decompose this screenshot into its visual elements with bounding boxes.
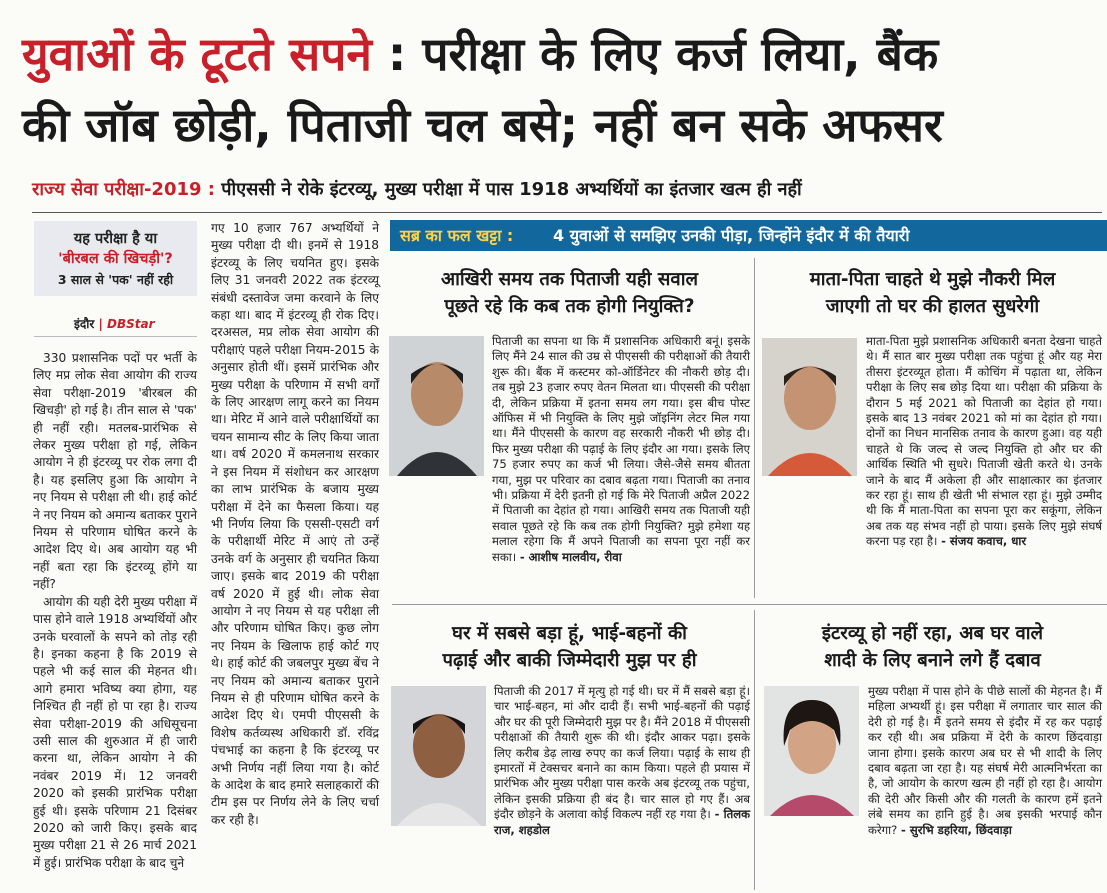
headline-line2: की जॉब छोड़ी, पिताजी चल बसे; नहीं बन सके अफसर: [22, 98, 943, 152]
story2-title-line2: जाएगी तो घर की हालत सुधरेगी: [825, 296, 1040, 317]
dateline-brand: DBStar: [107, 317, 155, 331]
kicker-line1: [34, 229, 197, 269]
story2-body-wrap: [866, 334, 1102, 550]
story3-signature: - तिलक राज, शहडोल: [494, 807, 750, 837]
person-photo-icon: [389, 336, 484, 476]
dateline-rule: [34, 336, 197, 337]
subheadline-red: राज्य सेवा परीक्षा-2019 :: [32, 179, 215, 200]
stories-banner: [390, 220, 1107, 251]
story2-body: माता-पिता मुझे प्रशासनिक अधिकारी बनता देखना चाहते थे। मैं सात बार मुख्य परीक्षा तक पहुंचा हूं और यह मेरा तीसरा इंटरव्यूत होता। मैं कोचिंग में पढ़ाता था, लेकिन परीक्षा के लिए सब छोड़ दिया था। परीक्षा की प्रक्रिया के दौरान 5 मई 2021 को पिताजी का देहांत हो गया। इसके बाद 13 नवंबर 2021 को मां का देहांत हो गया। दोनों का निधन मानसिक तनाव के कारण हुआ। वह यही चाहते थे कि जल्द से जल्द नियुक्ति हो और घर की आर्थिक स्थिति भी सुधरे। पिताजी खेती करते थे। उनके जाने के बाद मैं अकेला ही और साक्षात्कार का इंतजार कर रहा हूं। साथ ही खेती भी संभाल रहा हूं। मुझे उम्मीद थी कि मैं माता-पिता का सपना पूरा कर सकूंगा, लेकिन अब तक यह संभव नहीं हो पाया। इसके लिए मुझे संघर्ष करना पड़ रहा है।: [866, 334, 1102, 549]
kicker-line1a: यह परीक्षा है या: [73, 231, 158, 247]
left-kicker-box: [34, 221, 197, 296]
story4-photo: [764, 686, 859, 816]
main-col1-para2: आयोग की यही देरी मुख्य परीक्षा में पास होने वाले 1918 अभ्यर्थियों और उनके घरवालों के सपने को तोड़ रही है। इनका कहना है कि 2019 से पहले भी कई साल की मेहनत थी। आगे हमारा भविष्य क्या होगा, यह निश्चित ही नहीं हो पा रहा है। राज्य सेवा परीक्षा-2019 की अधिसूचना उसी साल की शुरुआत में ही जारी करना था, लेकिन आयोग ने की नवंबर 2019 में। 12 जनवरी 2020 को इसकी प्रारंभिक परीक्षा हुई थी। इसके परिणाम 21 दिसंबर 2020 को जारी किए। इसके बाद मुख्य परीक्षा 21 से 26 मार्च 2021 में हुई। प्रारंभिक परीक्षा के बाद चुने: [33, 594, 197, 870]
person-photo-icon: [391, 686, 486, 826]
dateline-city: इंदौर: [74, 317, 95, 331]
story4-body-wrap: [868, 684, 1102, 838]
divider: [32, 212, 1102, 213]
story-vertical-rule-bottom: [754, 610, 755, 890]
subheadline-black: पीएससी ने रोके इंटरव्यू, मुख्य परीक्षा में पास 1918 अभ्यर्थियों का इंतजार खत्म ही नहीं: [214, 179, 802, 200]
story1-title-line2: पूछते रहे कि कब तक होगी नियुक्ति?: [444, 296, 695, 317]
main-column-1: [33, 350, 197, 872]
banner-text: 4 युवाओं से समझिए उनकी पीड़ा, जिन्होंने इंदौर में की तैयारी: [553, 226, 910, 245]
story3-body: पिताजी की 2017 में मृत्यु हो गई थी। घर में मैं सबसे बड़ा हूं। चार भाई-बहन, मां और दादी हैं। सभी भाई-बहनों की पढ़ाई और घर की पूरी जिम्मेदारी मुझ पर है। मैंने 2018 में पीएससी परीक्षाओं की तैयारी शुरू की थी। इंदौर आकर पढ़ा। इसके लिए करीब डेढ़ लाख रुपए का कर्ज लिया। पढ़ाई के साथ ही इमारतों में टेक्सचर बनाने का काम किया। पहले ही प्रयास में प्रारंभिक और मुख्य परीक्षा पास करके अब इंटरव्यू तक पहुंचा, लेकिन इसकी प्रक्रिया ही बंद है। चार साल हो गए हैं। अब इंदौर छोड़ने के अलावा कोई विकल्प नहीं रह गया है।: [494, 684, 750, 822]
story1-title: [392, 266, 747, 320]
story-vertical-rule-top: [754, 258, 755, 598]
story-horizontal-rule: [392, 604, 1107, 605]
banner-label: सब्र का फल खट्टा :: [400, 226, 514, 245]
story4-title-line1: इंटरव्यू हो नहीं रहा, अब घर वाले: [821, 623, 1044, 644]
story3-title: [392, 620, 747, 674]
story4-title: [760, 620, 1105, 674]
story1-title-line1: आखिरी समय तक पिताजी यही सवाल: [440, 269, 699, 290]
headline-black-part: परीक्षा के लिए कर्ज लिया, बैंक: [422, 27, 939, 81]
story2-title: [760, 266, 1105, 320]
story3-photo: [391, 686, 486, 826]
main-column-2: [211, 220, 379, 829]
story2-title-line1: माता-पिता चाहते थे मुझे नौकरी मिल: [809, 269, 1056, 290]
story1-signature: - आशीष मालवीय, रीवा: [519, 549, 622, 564]
person-photo-icon: [762, 338, 857, 476]
headline-line1: [22, 26, 1097, 82]
main-col2-para: गए 10 हजार 767 अभ्यर्थियों ने मुख्य परीक्षा दी थी। इनमें से 1918 इंटरव्यू के लिए चयनित हुए। इसके लिए 31 जनवरी 2022 तक इंटरव्यू संबंधी दस्तावेज जमा करवाने के लिए कहा था। बाद में इंटरव्यू ही रोक दिए। दरअसल, मप्र लोक सेवा आयोग की परीक्षाएं पहले परीक्षा नियम-2015 के अनुसार होती थीं। इसमें प्रारंभिक और मुख्य परीक्षा के परिणाम में सभी वर्गों के लिए आरक्षण लागू करने का नियम था। मेरिट में आने वाले परीक्षार्थियों का चयन सामान्य सीट के लिए किया जाता था। वर्ष 2020 में कमलनाथ सरकार ने इस नियम में संशोधन कर आरक्षण का लाभ प्रारंभिक के बजाय मुख्य परीक्षा में देने का फैसला किया। यह भी निर्णय लिया कि एससी-एसटी वर्ग के परीक्षार्थी मेरिट में आएं तो उन्हें उनके वर्ग के अनुसार ही चयनित किया जाए। इसके बाद 2019 की परीक्षा वर्ष 2020 में हुई थी। लोक सेवा आयोग ने नए नियम से यह परीक्षा ली और परिणाम घोषित किए। कुछ लोग नए नियम के खिलाफ हाई कोर्ट गए थे। हाई कोर्ट की जबलपुर मुख्य बेंच ने नए नियम को अमान्य बताकर पुराने नियम से ही परिणाम घोषित करने के आदेश दिए थे। एमपी पीएससी के विशेष कर्तव्यस्थ अधिकारी डॉ. रविंद्र पंचभाई का कहना है कि इंटरव्यू पर अभी निर्णय नहीं लिया गया है। कोर्ट के आदेश के बाद हमारे सलाहकारों की टीम इस पर निर्णय लेने के लिए चर्चा कर रही है।: [211, 221, 379, 827]
story2-photo: [762, 338, 857, 476]
story3-title-line2: पढ़ाई और बाकी जिम्मेदारी मुझ पर ही: [442, 650, 697, 671]
kicker-line2: 3 साल से 'पक' नहीं रही: [57, 272, 174, 287]
subheadline: [32, 177, 802, 201]
headline-red-part: युवाओं के टूटते सपने: [22, 27, 372, 81]
story4-signature: - सुरभि डहरिया, छिंदवाड़ा: [901, 822, 1012, 837]
story1-body-top: [492, 334, 750, 565]
story3-title-line1: घर में सबसे बड़ा हूं, भाई-बहनों की: [452, 623, 687, 644]
kicker-line1b: 'बीरबल की खिचड़ी'?: [58, 251, 173, 267]
story1-photo: [389, 336, 484, 476]
story1-body: पिताजी का सपना था कि मैं प्रशासनिक अधिकारी बनूं। इसके लिए मैंने 24 साल की उम्र से पीएससी की परीक्षाओं की तैयारी शुरू की। बैंक में कस्टमर को-ऑर्डिनेटर की नौकरी छोड़ दी। तब मुझे 23 हजार रुपए वेतन मिलता था। पीएससी की परीक्षा दी, लेकिन प्रक्रिया में इतना समय लग गया। इस बीच पोस्ट ऑफिस में भी नियुक्ति के लिए मुझे जॉइनिंग लेटर मिल गया था। मैंने पीएससी के कारण वह सरकारी नौकरी भी छोड़ दी। फिर मुख्य परीक्षा की पढ़ाई के लिए इंदौर आ गया। इसके लिए 75 हजार रुपए का कर्ज भी लिया। जैसे-जैसे समय बीतता गया, मुझ पर परिवार का दबाव बढ़ता गया। पिताजी का तनाव भी। प्रक्रिया में देरी इतनी हो गई कि मेरे पिताजी अप्रैल 2022 में पिताजी का देहांत हो गया। आखिरी समय तक पिताजी यही सवाल पूछते रहे कि कब तक होगी नियुक्ति? मुझे हमेशा यह मलाल रहेगा कि मैं अपने पिताजी का सपना पूरा नहीं कर सका।: [492, 334, 750, 564]
story4-body: मुख्य परीक्षा में पास होने के पीछे सालों की मेहनत है। मैं महिला अभ्यर्थी हूं। इस परीक्षा में लगातार चार साल की देरी हो गई है। मैं इतने समय से इंदौर में रह कर पढ़ाई कर रही थी। अब प्रक्रिया में देरी के कारण छिंदवाड़ा जाना होगा। इसके कारण अब घर से भी शादी के लिए दबाव बढ़ता जा रहा है। यह संघर्ष मेरी आत्मनिर्भरता का है, जो आयोग के कारण खत्म ही नहीं हो रहा है। आयोग की देरी और किसी और की गलती के कारण हमें इतने लंबे समय का हानि हुई है। अब इसकी भरपाई कौन करेगा?: [868, 684, 1102, 837]
dateline: इंदौर | DBStar: [74, 317, 155, 331]
person-photo-icon: [764, 686, 859, 816]
story3-body-wrap: [494, 684, 750, 838]
story4-title-line2: शादी के लिए बनाने लगे हैं दबाव: [824, 650, 1041, 671]
story2-signature: - संजय कवाच, धार: [941, 534, 1027, 549]
headline-separator: :: [371, 27, 423, 81]
main-col1-para1: 330 प्रशासनिक पदों पर भर्ती के लिए मप्र लोक सेवा आयोग की राज्य सेवा परीक्षा-2019 'बीरबल की खिचड़ी' हो गई है। तीन साल से 'पक' ही नहीं रही। मतलब-प्रारंभिक से लेकर मुख्य परीक्षा हो गई, लेकिन आयोग ने ही इंटरव्यू पर रोक लगा दी है। यह इसलिए हुआ कि आयोग ने नए नियम से परीक्षा ली थी। हाई कोर्ट ने नए नियम को अमान्य बताकर पुराने नियम से परिणाम घोषित करने के आदेश दिए थे। अब आयोग यह भी नहीं बता रहा कि इंटरव्यू होंगे या नहीं?: [33, 351, 197, 592]
